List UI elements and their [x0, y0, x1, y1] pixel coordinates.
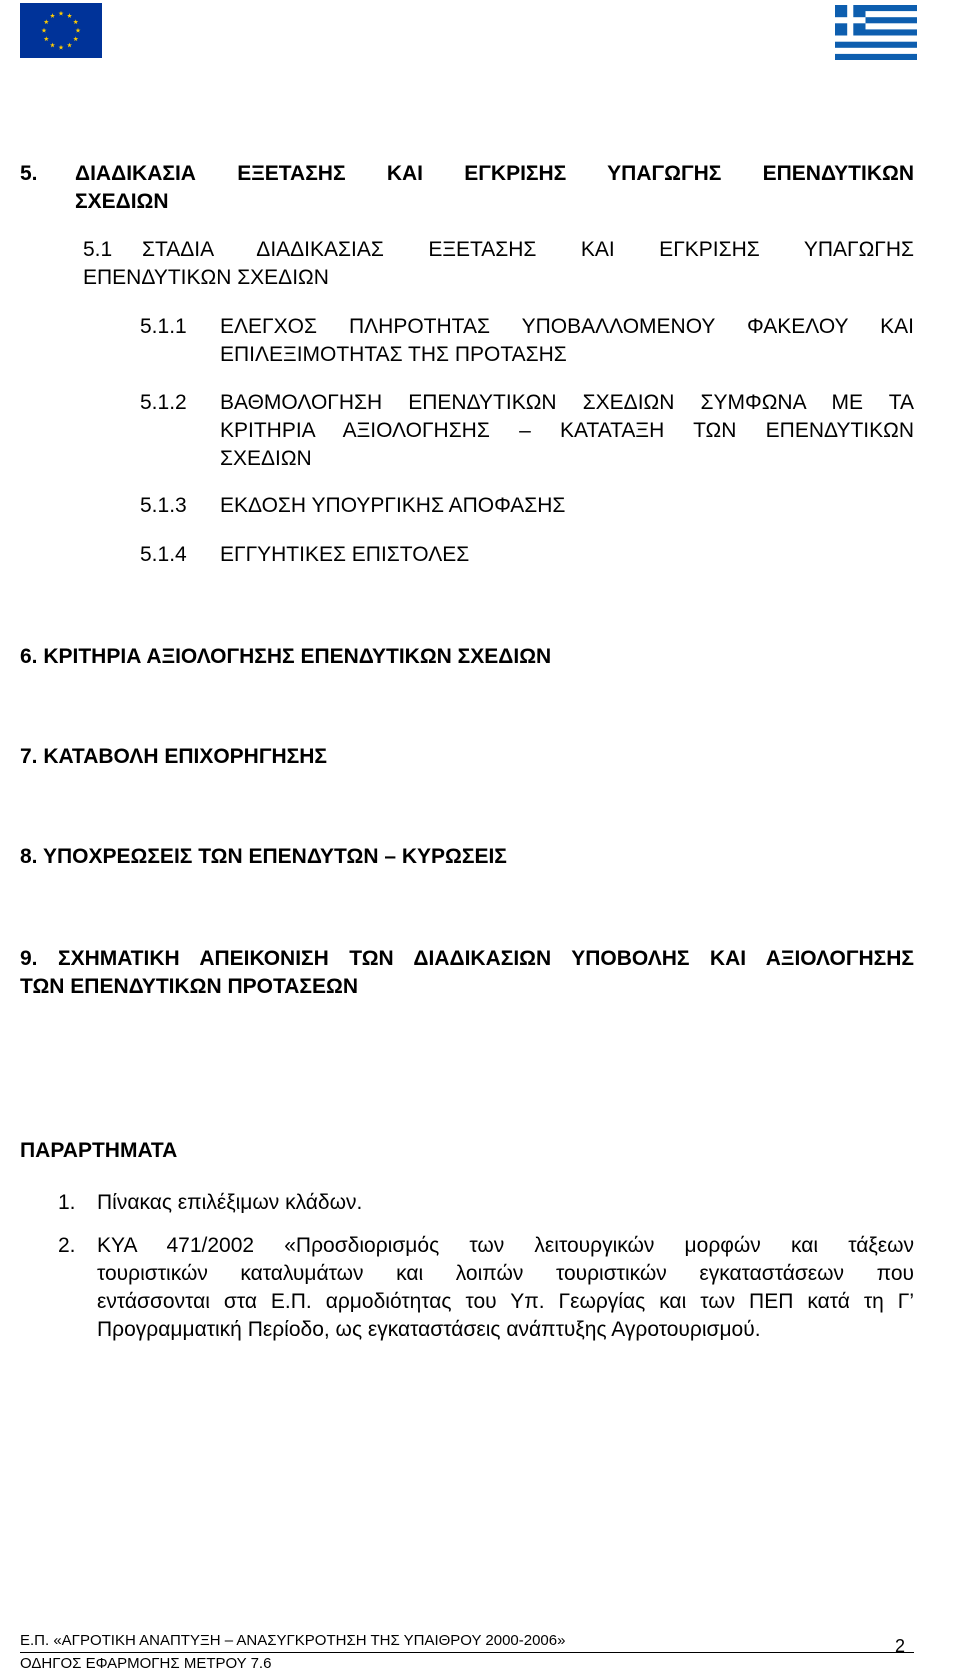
toc-number: 5.1.4 — [140, 543, 187, 566]
toc-number: 5.1 — [83, 238, 113, 261]
appendix-text-line: Προγραμματική Περίοδο, ως εγκαταστάσεις ανάπτυξης Αγροτουρισμού. — [97, 1318, 761, 1341]
appendix-text-line: τουριστικών καταλυμάτων και λοιπών τουριστικών εγκαταστάσεων που — [97, 1262, 914, 1285]
toc-title-line: ΤΩΝ ΕΠΕΝΔΥΤΙΚΩΝ ΠΡΟΤΑΣΕΩΝ — [20, 975, 359, 998]
toc-title-line: ΕΚΔΟΣΗ ΥΠΟΥΡΓΙΚΗΣ ΑΠΟΦΑΣΗΣ — [220, 494, 566, 517]
toc-section-5-1 — [83, 236, 914, 292]
appendix-number: 2. — [58, 1234, 76, 1257]
toc-title-line: ΔΙΑΔΙΚΑΣΙΑ ΕΞΕΤΑΣΗΣ ΚΑΙ ΕΓΚΡΙΣΗΣ ΥΠΑΓΩΓΗΣ ΕΠΕΝΔΥΤΙΚΩΝ — [75, 162, 914, 185]
toc-number: 5. — [20, 162, 38, 185]
toc-section-5-1-1 — [140, 313, 914, 369]
appendix-text-line: εντάσσονται στα Ε.Π. αρμοδιότητας του Υπ. Γεωργίας και των ΠΕΠ κατά τη Γ’ — [97, 1290, 914, 1313]
toc-number: 5.1.2 — [140, 391, 187, 414]
appendix-number: 1. — [58, 1191, 76, 1214]
toc-title-line: ΕΓΓΥΗΤΙΚΕΣ ΕΠΙΣΤΟΛΕΣ — [220, 543, 470, 566]
appendix-text-line: ΚΥΑ 471/2002 «Προσδιορισμός των λειτουργικών μορφών και τάξεων — [97, 1234, 914, 1257]
toc-section-5-1-3 — [140, 492, 914, 520]
footer-program-title: Ε.Π. «ΑΓΡΟΤΙΚΗ ΑΝΑΠΤΥΞΗ – ΑΝΑΣΥΓΚΡΟΤΗΣΗ ΤΗΣ ΥΠΑΙΘΡΟΥ 2000-2006» — [20, 1632, 566, 1649]
toc-title-line: ΒΑΘΜΟΛΟΓΗΣΗ ΕΠΕΝΔΥΤΙΚΩΝ ΣΧΕΔΙΩΝ ΣΥΜΦΩΝΑ ΜΕ ΤΑ — [220, 391, 914, 414]
footer-guide-title: ΟΔΗΓΟΣ ΕΦΑΡΜΟΓΗΣ ΜΕΤΡΟΥ 7.6 — [20, 1655, 272, 1672]
toc-section-7: 7. ΚΑΤΑΒΟΛΗ ΕΠΙΧΟΡΗΓΗΣΗΣ — [20, 745, 327, 768]
toc-title-line: ΕΛΕΓΧΟΣ ΠΛΗΡΟΤΗΤΑΣ ΥΠΟΒΑΛΛΟΜΕΝΟΥ ΦΑΚΕΛΟΥ ΚΑΙ — [220, 315, 914, 338]
appendix-item — [58, 1189, 914, 1217]
toc-section-5-1-2 — [140, 389, 914, 473]
greek-flag-logo — [835, 5, 917, 60]
toc-title-line: ΕΠΕΝΔΥΤΙΚΩΝ ΣΧΕΔΙΩΝ — [83, 266, 329, 289]
toc-section-8: 8. ΥΠΟΧΡΕΩΣΕΙΣ ΤΩΝ ΕΠΕΝΔΥΤΩΝ – ΚΥΡΩΣΕΙΣ — [20, 845, 507, 868]
eu-flag-logo — [20, 3, 102, 58]
appendix-text: Πίνακας επιλέξιμων κλάδων. — [97, 1191, 363, 1214]
toc-section-5-1-4 — [140, 541, 914, 569]
toc-title-line: ΣΧΕΔΙΩΝ — [220, 447, 312, 470]
footer-divider — [20, 1652, 914, 1653]
toc-section-6: 6. ΚΡΙΤΗΡΙΑ ΑΞΙΟΛΟΓΗΣΗΣ ΕΠΕΝΔΥΤΙΚΩΝ ΣΧΕΔΙΩΝ — [20, 645, 552, 668]
toc-title-line: ΣΧΕΔΙΩΝ — [75, 190, 169, 213]
toc-number: 5.1.1 — [140, 315, 187, 338]
appendix-item — [58, 1232, 914, 1344]
toc-section-5 — [20, 160, 914, 216]
appendices-title: ΠΑΡΑΡΤΗΜΑΤΑ — [20, 1139, 178, 1162]
toc-title-line: ΣΤΑΔΙΑ ΔΙΑΔΙΚΑΣΙΑΣ ΕΞΕΤΑΣΗΣ ΚΑΙ ΕΓΚΡΙΣΗΣ ΥΠΑΓΩΓΗΣ — [142, 238, 914, 261]
toc-title-line: 9. ΣΧΗΜΑΤΙΚΗ ΑΠΕΙΚΟΝΙΣΗ ΤΩΝ ΔΙΑΔΙΚΑΣΙΩΝ ΥΠΟΒΟΛΗΣ ΚΑΙ ΑΞΙΟΛΟΓΗΣΗΣ — [20, 947, 914, 970]
toc-section-9 — [20, 945, 914, 1001]
toc-title-line: ΚΡΙΤΗΡΙΑ ΑΞΙΟΛΟΓΗΣΗΣ – ΚΑΤΑΤΑΞΗ ΤΩΝ ΕΠΕΝΔΥΤΙΚΩΝ — [220, 419, 914, 442]
page-number: 2 — [895, 1636, 906, 1656]
toc-title-line: ΕΠΙΛΕΞΙΜΟΤΗΤΑΣ ΤΗΣ ΠΡΟΤΑΣΗΣ — [220, 343, 567, 366]
toc-number: 5.1.3 — [140, 494, 187, 517]
